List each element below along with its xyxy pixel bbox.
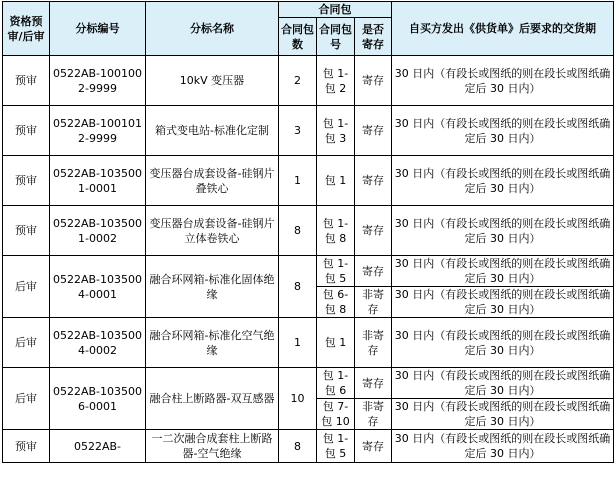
cell-count: 8 — [279, 256, 317, 318]
cell-qualify: 预审 — [3, 106, 50, 156]
cell-qualify: 后审 — [3, 256, 50, 318]
cell-package-no: 包 6-包 8 — [317, 287, 355, 318]
cell-qualify: 后审 — [3, 368, 50, 430]
header-code: 分标编号 — [50, 2, 146, 56]
cell-qualify: 后审 — [3, 318, 50, 368]
header-contract-count: 合同包数 — [279, 18, 317, 56]
cell-package-no: 包 1-包 5 — [317, 430, 355, 463]
cell-delivery: 30 日内（有段长或图纸的则在段长或图纸确定后 30 日内） — [392, 106, 614, 156]
cell-delivery: 30 日内（有段长或图纸的则在段长或图纸确定后 30 日内） — [392, 430, 614, 463]
header-contract-no: 合同包号 — [317, 18, 355, 56]
table-row — [3, 256, 614, 287]
cell-count: 8 — [279, 206, 317, 256]
cell-code: 0522AB-1035004-0002 — [50, 318, 146, 368]
cell-consign: 寄存 — [355, 256, 392, 287]
header-consign: 是否寄存 — [355, 18, 392, 56]
cell-count: 8 — [279, 430, 317, 463]
cell-package-no: 包 1 — [317, 156, 355, 206]
cell-code: 0522AB-1035001-0002 — [50, 206, 146, 256]
cell-qualify: 预审 — [3, 156, 50, 206]
table-row — [3, 368, 614, 399]
header-delivery: 自买方发出《供货单》后要求的交货期 — [392, 2, 614, 56]
cell-count: 10 — [279, 368, 317, 430]
cell-consign: 非寄存 — [355, 287, 392, 318]
cell-package-no: 包 1-包 2 — [317, 56, 355, 106]
header-name: 分标名称 — [146, 2, 279, 56]
delivery-schedule-table — [2, 1, 614, 463]
cell-package-no: 包 1 — [317, 318, 355, 368]
cell-count: 1 — [279, 318, 317, 368]
table-row — [3, 206, 614, 256]
cell-name: 变压器台成套设备-硅钢片立体卷铁心 — [146, 206, 279, 256]
cell-name: 融合柱上断路器-双互感器 — [146, 368, 279, 430]
cell-code: 0522AB-1035004-0001 — [50, 256, 146, 318]
cell-count: 3 — [279, 106, 317, 156]
cell-package-no: 包 1-包 5 — [317, 256, 355, 287]
cell-consign: 非寄存 — [355, 399, 392, 430]
cell-code: 0522AB-1001002-9999 — [50, 56, 146, 106]
header-qualify: 资格预审/后审 — [3, 2, 50, 56]
cell-delivery: 30 日内（有段长或图纸的则在段长或图纸确定后 30 日内） — [392, 206, 614, 256]
cell-delivery: 30 日内（有段长或图纸的则在段长或图纸确定后 30 日内） — [392, 318, 614, 368]
cell-consign: 寄存 — [355, 430, 392, 463]
cell-code: 0522AB- — [50, 430, 146, 463]
cell-delivery: 30 日内（有段长或图纸的则在段长或图纸确定后 30 日内） — [392, 56, 614, 106]
table-body — [3, 56, 614, 463]
cell-package-no: 包 7-包 10 — [317, 399, 355, 430]
cell-name: 箱式变电站-标准化定制 — [146, 106, 279, 156]
table-row — [3, 430, 614, 463]
header-contract-group: 合同包 — [279, 2, 392, 18]
cell-name: 变压器台成套设备-硅钢片叠铁心 — [146, 156, 279, 206]
cell-qualify: 预审 — [3, 56, 50, 106]
table-row — [3, 156, 614, 206]
cell-name: 一二次融合成套柱上断路器-空气绝缘 — [146, 430, 279, 463]
cell-package-no: 包 1-包 8 — [317, 206, 355, 256]
cell-name: 融合环网箱-标准化固体绝缘 — [146, 256, 279, 318]
cell-delivery: 30 日内（有段长或图纸的则在段长或图纸确定后 30 日内） — [392, 256, 614, 287]
cell-code: 0522AB-1035001-0001 — [50, 156, 146, 206]
cell-package-no: 包 1-包 3 — [317, 106, 355, 156]
cell-delivery: 30 日内（有段长或图纸的则在段长或图纸确定后 30 日内） — [392, 287, 614, 318]
cell-delivery: 30 日内（有段长或图纸的则在段长或图纸确定后 30 日内） — [392, 156, 614, 206]
table-row — [3, 318, 614, 368]
table-header — [3, 2, 614, 56]
cell-consign: 寄存 — [355, 156, 392, 206]
table-row — [3, 106, 614, 156]
cell-consign: 寄存 — [355, 368, 392, 399]
cell-qualify: 预审 — [3, 206, 50, 256]
cell-code: 0522AB-1001012-9999 — [50, 106, 146, 156]
cell-count: 2 — [279, 56, 317, 106]
cell-code: 0522AB-1035006-0001 — [50, 368, 146, 430]
cell-consign: 寄存 — [355, 56, 392, 106]
cell-delivery: 30 日内（有段长或图纸的则在段长或图纸确定后 30 日内） — [392, 368, 614, 399]
cell-consign: 非寄存 — [355, 318, 392, 368]
cell-package-no: 包 1-包 6 — [317, 368, 355, 399]
cell-consign: 寄存 — [355, 106, 392, 156]
cell-name: 10kV 变压器 — [146, 56, 279, 106]
cell-consign: 寄存 — [355, 206, 392, 256]
cell-qualify: 预审 — [3, 430, 50, 463]
cell-count: 1 — [279, 156, 317, 206]
cell-delivery: 30 日内（有段长或图纸的则在段长或图纸确定后 30 日内） — [392, 399, 614, 430]
cell-name: 融合环网箱-标准化空气绝缘 — [146, 318, 279, 368]
table-row — [3, 56, 614, 106]
